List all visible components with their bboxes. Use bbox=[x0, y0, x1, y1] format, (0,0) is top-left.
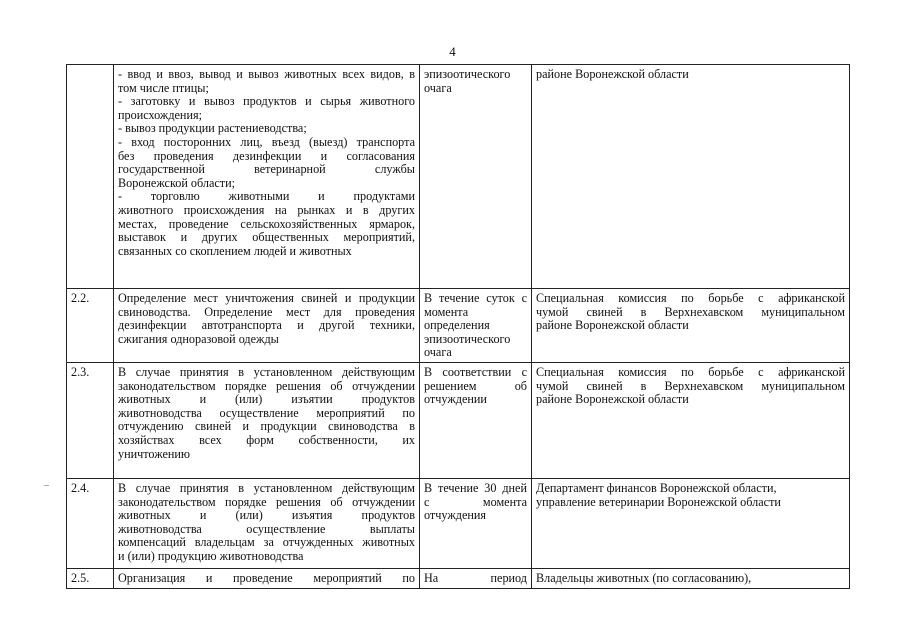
term-cell bbox=[420, 289, 532, 363]
term-cell bbox=[420, 478, 532, 568]
measure-cell bbox=[114, 478, 420, 568]
responsible-cell bbox=[532, 65, 850, 289]
row-number bbox=[67, 65, 114, 289]
text-line: - вывоз продукции растениеводства; bbox=[118, 121, 307, 136]
term-cell bbox=[420, 568, 532, 588]
text-line: очага bbox=[424, 345, 452, 360]
text-line: хозяйствах всех форм собственности, их bbox=[118, 432, 415, 447]
text-line: - заготовку и вывоз продуктов и сырья животного bbox=[118, 94, 415, 109]
text-line: В течение 30 дней bbox=[424, 480, 527, 495]
responsible-cell bbox=[532, 478, 850, 568]
measure-cell bbox=[114, 362, 420, 478]
text-line: районе Воронежской области bbox=[536, 67, 689, 81]
text-line: законодательством порядке решения об отчуждении bbox=[118, 494, 415, 509]
text-line: животноводства осуществление мероприятий по bbox=[118, 405, 415, 420]
text-line: уничтожению bbox=[118, 446, 191, 461]
text-line: выставок и других общественных мероприятий, bbox=[118, 230, 415, 245]
responsible-cell bbox=[532, 362, 850, 478]
table-row bbox=[67, 362, 850, 478]
text-line: компенсаций владельцам за отчужденных животных bbox=[118, 535, 415, 550]
text-line: управление ветеринарии Воронежской области bbox=[536, 494, 781, 509]
text-line: животноводства осуществление выплаты bbox=[118, 521, 415, 536]
measures-table bbox=[66, 64, 850, 589]
measure-cell bbox=[114, 289, 420, 363]
row-number: 2.5. bbox=[67, 568, 114, 588]
responsible-cell bbox=[532, 289, 850, 363]
page-number: 4 bbox=[449, 44, 456, 59]
term-cell bbox=[420, 362, 532, 478]
text-line: связанных со скоплением людей и животных bbox=[118, 243, 352, 258]
text-line: районе Воронежской области bbox=[536, 392, 689, 407]
text-line: - ввод и ввоз, вывод и вывоз животных всех видов, в bbox=[118, 67, 415, 81]
text-line: Специальная комиссия по борьбе с африканской bbox=[536, 364, 845, 379]
text-line: с момента bbox=[424, 494, 527, 509]
text-line: чумой свиней в Верхнехавском муниципальном bbox=[536, 304, 845, 319]
text-line: и (или) продукцию животноводства bbox=[118, 548, 304, 563]
text-line: отчуждения bbox=[424, 508, 487, 523]
text-line: очага bbox=[424, 80, 452, 95]
text-line: отчуждении bbox=[424, 392, 487, 407]
row-number: 2.3. bbox=[67, 362, 114, 478]
text-line: местах, проведение сельскохозяйственных ярмарок, bbox=[118, 216, 415, 231]
text-line: законодательством порядке решения об отчуждении bbox=[118, 378, 415, 393]
text-line: Организация и проведение мероприятий по bbox=[118, 570, 415, 585]
text-line: государственной ветеринарной службы bbox=[118, 162, 415, 177]
table-row bbox=[67, 478, 850, 568]
text-line: В случае принятия в установленном действующим bbox=[118, 480, 415, 495]
table-row bbox=[67, 65, 850, 289]
table-row bbox=[67, 568, 850, 588]
term-cell bbox=[420, 65, 532, 289]
row-number: 2.2. bbox=[67, 289, 114, 363]
text-line: определения bbox=[424, 318, 490, 333]
text-line: без проведения дезинфекции и согласования bbox=[118, 148, 415, 163]
text-line: чумой свиней в Верхнехавском муниципальном bbox=[536, 378, 845, 393]
text-line: происхождения; bbox=[118, 107, 202, 122]
text-line: дезинфекции автотранспорта и другой техники, bbox=[118, 318, 415, 333]
text-line: животного происхождения на рынках и в других bbox=[118, 202, 415, 217]
measure-cell bbox=[114, 65, 420, 289]
text-line: На период bbox=[424, 570, 527, 585]
text-line: В течение суток с bbox=[424, 291, 527, 305]
text-line: Департамент финансов Воронежской области, bbox=[536, 480, 777, 495]
text-line: В соответствии с bbox=[424, 364, 527, 379]
text-line: Специальная комиссия по борьбе с африканской bbox=[536, 291, 845, 305]
table-row bbox=[67, 289, 850, 363]
responsible-cell bbox=[532, 568, 850, 588]
text-line: решением об bbox=[424, 378, 527, 393]
text-line: отчуждению свиней и продукции свиноводства в bbox=[118, 419, 415, 434]
measure-cell bbox=[114, 568, 420, 588]
text-line: районе Воронежской области bbox=[536, 318, 689, 333]
text-line: эпизоотического bbox=[424, 67, 511, 81]
text-line: - торговлю животными и продуктами bbox=[118, 189, 415, 204]
text-line: В случае принятия в установленном действующим bbox=[118, 364, 415, 379]
text-line: момента bbox=[424, 304, 469, 319]
text-line: - вход посторонних лиц, въезд (выезд) транспорта bbox=[118, 134, 415, 149]
text-line: том числе птицы; bbox=[118, 80, 209, 95]
text-line: эпизоотического bbox=[424, 331, 511, 346]
margin-mark: – bbox=[44, 480, 49, 491]
text-line: животных и (или) изъятии продуктов bbox=[118, 392, 415, 407]
text-line: Воронежской области; bbox=[118, 175, 236, 190]
text-line: сжигания одноразовой одежды bbox=[118, 331, 279, 346]
row-number: 2.4. bbox=[67, 478, 114, 568]
text-line: Владельцы животных (по согласованию), bbox=[536, 570, 752, 585]
text-line: Определение мест уничтожения свиней и продукции bbox=[118, 291, 415, 305]
text-line: животных и (или) изъятия продуктов bbox=[118, 508, 415, 523]
text-line: свиноводства. Определение мест для проведения bbox=[118, 304, 415, 319]
